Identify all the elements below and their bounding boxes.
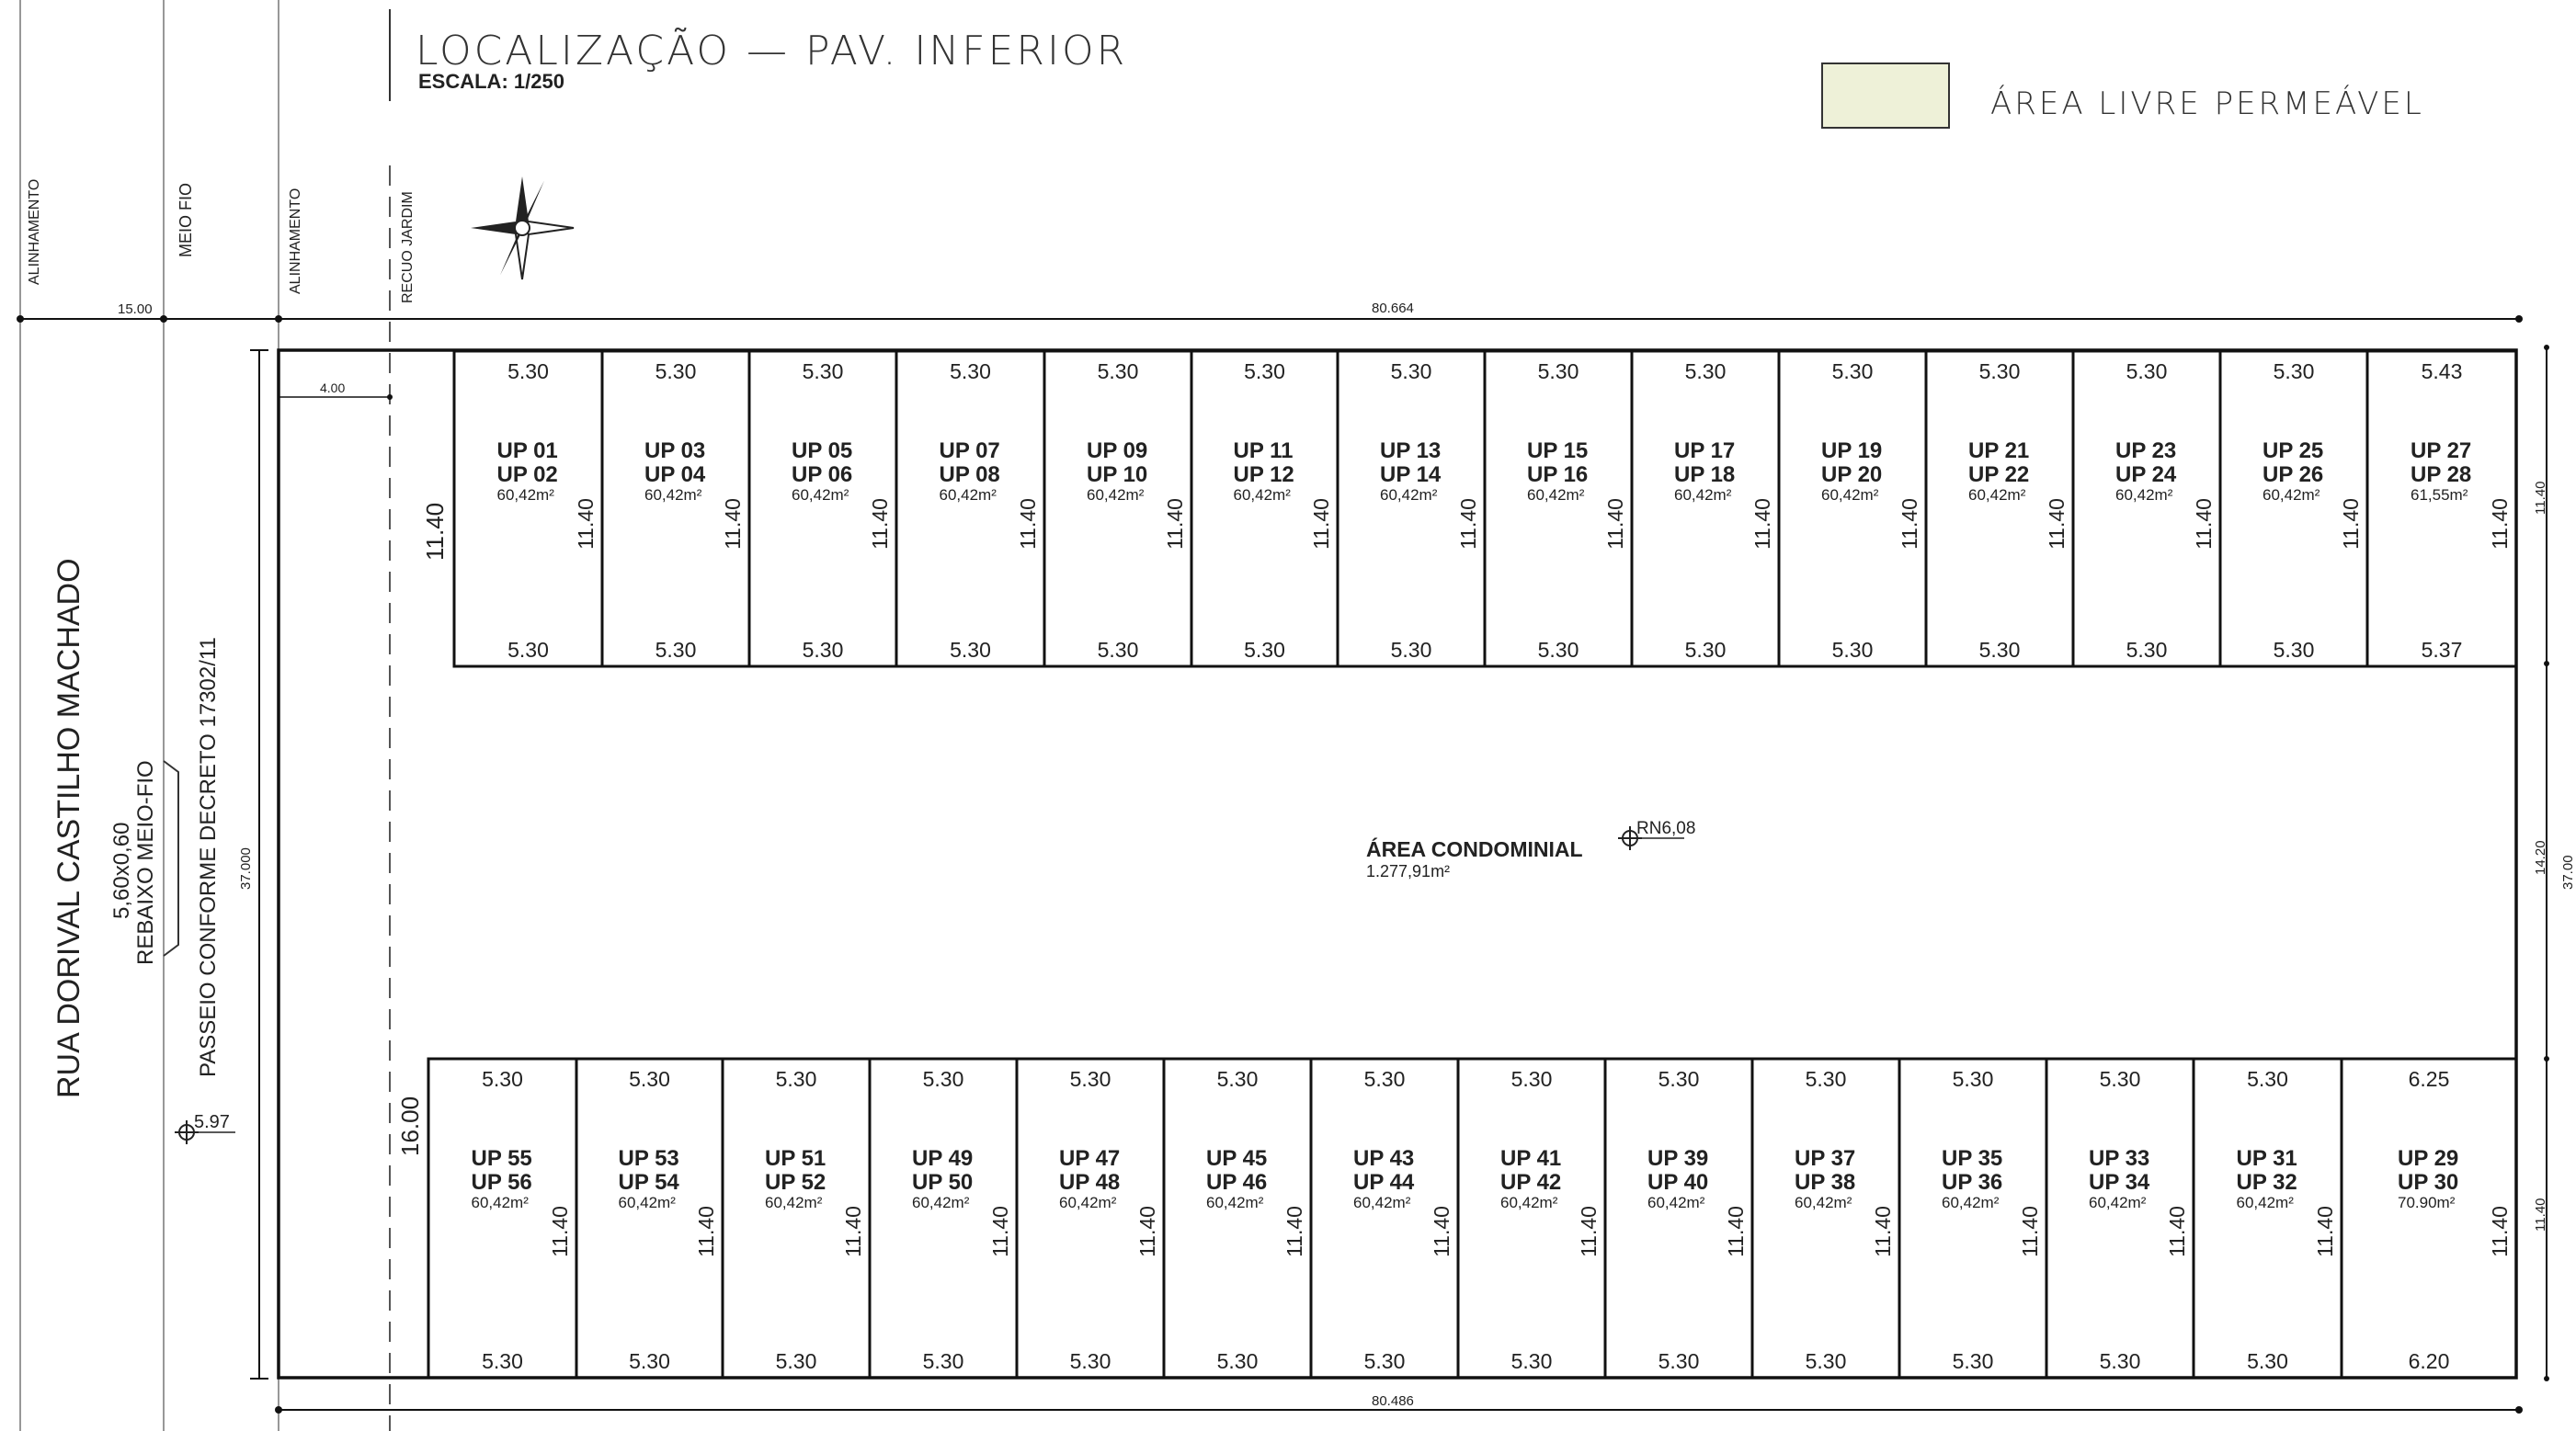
unit-label-a: UP 55 <box>471 1146 532 1171</box>
unit-label-a: UP 51 <box>765 1146 826 1171</box>
unit-depth: 11.40 <box>2488 498 2512 550</box>
top-unit-11 <box>1926 351 2073 666</box>
top-row-depth-dim: 11.40 <box>421 502 449 561</box>
right-bottom-segment-dim: 11.40 <box>2533 1198 2548 1232</box>
unit-label-a: UP 21 <box>1968 438 2030 463</box>
unit-area: 60,42m² <box>1674 486 1732 504</box>
unit-width-bottom: 5.30 <box>1537 638 1579 662</box>
unit-area: 60,42m² <box>618 1194 676 1211</box>
bottom-unit-5 <box>1017 1059 1164 1378</box>
unit-area: 60,42m² <box>1087 486 1145 504</box>
unit-label-b: UP 22 <box>1968 462 2030 487</box>
unit-label-a: UP 13 <box>1380 438 1442 463</box>
unit-width-bottom: 5.30 <box>629 1349 670 1373</box>
unit-depth: 11.40 <box>1724 1206 1748 1257</box>
unit-width-bottom: 6.20 <box>2408 1349 2450 1373</box>
top-total-dim: 80.664 <box>1372 301 1414 316</box>
unit-label-b: UP 52 <box>765 1170 826 1195</box>
unit-depth: 11.40 <box>2313 1206 2337 1257</box>
unit-depth: 11.40 <box>1016 498 1040 550</box>
unit-label-b: UP 14 <box>1380 462 1442 487</box>
unit-width-top: 5.30 <box>1363 1067 1406 1091</box>
unit-area: 60,42m² <box>1380 486 1438 504</box>
unit-label-a: UP 31 <box>2236 1146 2297 1171</box>
unit-label-a: UP 53 <box>618 1146 679 1171</box>
unit-label-b: UP 32 <box>2236 1170 2297 1195</box>
unit-label-a: UP 43 <box>1353 1146 1415 1171</box>
unit-label-b: UP 44 <box>1353 1170 1415 1195</box>
unit-width-bottom: 5.37 <box>2421 638 2463 662</box>
unit-depth: 11.40 <box>2165 1206 2189 1257</box>
unit-depth: 11.40 <box>1309 498 1333 550</box>
unit-label-b: UP 42 <box>1500 1170 1562 1195</box>
unit-label-b: UP 28 <box>2411 462 2472 487</box>
unit-label-a: UP 07 <box>939 438 1000 463</box>
unit-area: 60,42m² <box>2115 486 2173 504</box>
unit-label-a: UP 39 <box>1647 1146 1709 1171</box>
bottom-unit-13 <box>2194 1059 2342 1378</box>
unit-width-bottom: 5.30 <box>1069 1349 1111 1373</box>
unit-label-a: UP 35 <box>1942 1146 2003 1171</box>
top-unit-5 <box>1044 351 1191 666</box>
unit-width-bottom: 5.30 <box>655 638 697 662</box>
unit-label-b: UP 36 <box>1942 1170 2003 1195</box>
unit-width-top: 5.30 <box>950 359 991 383</box>
unit-label-a: UP 03 <box>644 438 706 463</box>
top-unit-6 <box>1191 351 1338 666</box>
unit-width-top: 6.25 <box>2408 1067 2450 1091</box>
unit-depth: 11.40 <box>1750 498 1774 550</box>
unit-depth: 11.40 <box>1577 1206 1601 1257</box>
unit-width-bottom: 5.30 <box>950 638 991 662</box>
unit-depth: 11.40 <box>841 1206 865 1257</box>
unit-label-b: UP 54 <box>618 1170 679 1195</box>
bottom-unit-7 <box>1311 1059 1458 1378</box>
unit-depth: 11.40 <box>1282 1206 1306 1257</box>
left-depth-dim: 37.000 <box>238 847 254 890</box>
unit-label-b: UP 20 <box>1821 462 1883 487</box>
unit-width-top: 5.30 <box>482 1067 523 1091</box>
ref-label-alinhamento-1: ALINHAMENTO <box>27 178 42 285</box>
unit-width-top: 5.30 <box>1510 1067 1553 1091</box>
unit-label-b: UP 06 <box>792 462 853 487</box>
unit-area: 60,42m² <box>1233 486 1291 504</box>
unit-label-b: UP 46 <box>1206 1170 1268 1195</box>
drawing-title: LOCALIZAÇÃO — PAV. INFERIOR <box>416 28 1128 74</box>
unit-width-bottom: 5.30 <box>1658 1349 1700 1373</box>
bottom-unit-6 <box>1164 1059 1311 1378</box>
bottom-unit-3 <box>723 1059 870 1378</box>
unit-label-b: UP 40 <box>1647 1170 1709 1195</box>
unit-area: 60,42m² <box>939 486 997 504</box>
unit-label-a: UP 45 <box>1206 1146 1268 1171</box>
unit-label-b: UP 10 <box>1087 462 1148 487</box>
unit-width-top: 5.30 <box>1831 359 1874 383</box>
top-unit-14 <box>2367 351 2516 666</box>
drawing-scale: ESCALA: 1/250 <box>418 70 564 93</box>
unit-area: 60,42m² <box>1942 1194 2000 1211</box>
unit-area: 60,42m² <box>1821 486 1879 504</box>
unit-area: 60,42m² <box>471 1194 529 1211</box>
unit-depth: 11.40 <box>988 1206 1012 1257</box>
unit-label-b: UP 48 <box>1059 1170 1121 1195</box>
unit-depth: 11.40 <box>1430 1206 1453 1257</box>
unit-area: 60,42m² <box>644 486 702 504</box>
unit-width-top: 5.30 <box>922 1067 964 1091</box>
unit-width-bottom: 5.30 <box>1390 638 1432 662</box>
unit-width-bottom: 5.30 <box>775 1349 817 1373</box>
common-area-label: ÁREA CONDOMINIAL <box>1366 837 1583 861</box>
top-unit-12 <box>2073 351 2220 666</box>
unit-width-bottom: 5.30 <box>2126 638 2168 662</box>
unit-label-b: UP 34 <box>2089 1170 2150 1195</box>
unit-label-a: UP 17 <box>1674 438 1736 463</box>
unit-depth: 11.40 <box>1898 498 1921 550</box>
unit-width-bottom: 5.30 <box>1244 638 1285 662</box>
unit-width-bottom: 5.30 <box>1363 1349 1406 1373</box>
unit-label-a: UP 23 <box>2115 438 2177 463</box>
top-unit-4 <box>896 351 1044 666</box>
unit-width-top: 5.30 <box>1658 1067 1700 1091</box>
bottom-unit-row <box>428 1059 2516 1378</box>
unit-label-a: UP 25 <box>2263 438 2324 463</box>
unit-label-b: UP 24 <box>2115 462 2177 487</box>
bottom-unit-2 <box>576 1059 723 1378</box>
unit-depth: 11.40 <box>574 498 598 550</box>
unit-label-a: UP 41 <box>1500 1146 1562 1171</box>
unit-width-top: 5.30 <box>1390 359 1432 383</box>
curb-cut-label: REBAIXO MEIO-FIO <box>133 760 158 965</box>
unit-label-b: UP 50 <box>912 1170 974 1195</box>
unit-width-bottom: 5.30 <box>922 1349 964 1373</box>
unit-width-top: 5.43 <box>2421 359 2463 383</box>
unit-label-b: UP 30 <box>2398 1170 2459 1195</box>
unit-depth: 11.40 <box>868 498 892 550</box>
unit-width-bottom: 5.30 <box>2247 1349 2288 1373</box>
unit-label-a: UP 11 <box>1233 438 1294 463</box>
unit-area: 60,42m² <box>1968 486 2026 504</box>
street-name: RUA DORIVAL CASTILHO MACHADO <box>51 558 86 1098</box>
unit-area: 70.90m² <box>2398 1194 2456 1211</box>
unit-label-b: UP 08 <box>939 462 1000 487</box>
unit-depth: 11.40 <box>2339 498 2363 550</box>
curb-cut-size: 5,60x0,60 <box>109 822 134 919</box>
top-unit-7 <box>1338 351 1485 666</box>
unit-area: 60,42m² <box>496 486 554 504</box>
unit-depth: 11.40 <box>2488 1206 2512 1257</box>
bottom-unit-12 <box>2046 1059 2194 1378</box>
unit-width-bottom: 5.30 <box>1978 638 2021 662</box>
unit-area: 60,42m² <box>1647 1194 1705 1211</box>
unit-area: 60,42m² <box>1206 1194 1264 1211</box>
bottom-unit-8 <box>1458 1059 1605 1378</box>
unit-depth: 11.40 <box>548 1206 572 1257</box>
unit-label-b: UP 12 <box>1233 462 1294 487</box>
unit-width-top: 5.30 <box>1684 359 1727 383</box>
unit-label-a: UP 37 <box>1795 1146 1856 1171</box>
top-unit-8 <box>1485 351 1632 666</box>
unit-label-a: UP 49 <box>912 1146 974 1171</box>
bottom-unit-11 <box>1899 1059 2046 1378</box>
unit-label-b: UP 56 <box>471 1170 532 1195</box>
unit-depth: 11.40 <box>694 1206 718 1257</box>
bottom-row-depth-dim: 16.00 <box>396 1096 424 1156</box>
unit-depth: 11.40 <box>1135 1206 1159 1257</box>
unit-label-a: UP 01 <box>496 438 558 463</box>
unit-width-top: 5.30 <box>2126 359 2168 383</box>
unit-width-bottom: 5.30 <box>1805 1349 1847 1373</box>
unit-width-bottom: 5.30 <box>802 638 844 662</box>
unit-width-top: 5.30 <box>2099 1067 2141 1091</box>
unit-width-bottom: 5.30 <box>1097 638 1139 662</box>
unit-label-b: UP 16 <box>1527 462 1589 487</box>
unit-width-bottom: 5.30 <box>2099 1349 2141 1373</box>
unit-area: 60,42m² <box>765 1194 823 1211</box>
bottom-unit-4 <box>870 1059 1017 1378</box>
unit-depth: 11.40 <box>2018 1206 2042 1257</box>
top-unit-9 <box>1632 351 1779 666</box>
unit-depth: 11.40 <box>1456 498 1480 550</box>
unit-label-a: UP 09 <box>1087 438 1148 463</box>
unit-label-a: UP 05 <box>792 438 853 463</box>
unit-area: 60,42m² <box>792 486 849 504</box>
unit-label-b: UP 18 <box>1674 462 1736 487</box>
unit-depth: 11.40 <box>1871 1206 1895 1257</box>
unit-label-a: UP 33 <box>2089 1146 2150 1171</box>
unit-label-a: UP 15 <box>1527 438 1589 463</box>
unit-width-top: 5.30 <box>1805 1067 1847 1091</box>
unit-depth: 11.40 <box>721 498 745 550</box>
unit-width-top: 5.30 <box>1978 359 2021 383</box>
sidewalk-note: PASSEIO CONFORME DECRETO 17302/11 <box>196 637 221 1077</box>
unit-width-top: 5.30 <box>1069 1067 1111 1091</box>
unit-width-top: 5.30 <box>775 1067 817 1091</box>
unit-width-top: 5.30 <box>1244 359 1285 383</box>
unit-width-bottom: 5.30 <box>1684 638 1727 662</box>
street-width-dim: 15.00 <box>118 301 153 317</box>
unit-label-b: UP 04 <box>644 462 706 487</box>
ref-label-recuo-jardim: RECUO JARDIM <box>400 191 416 303</box>
unit-area: 60,42m² <box>1527 486 1585 504</box>
ref-label-alinhamento-2: ALINHAMENTO <box>288 187 303 294</box>
right-top-segment-dim: 11.40 <box>2533 481 2548 515</box>
bottom-unit-14 <box>2342 1059 2516 1378</box>
unit-label-b: UP 02 <box>496 462 558 487</box>
bottom-unit-1 <box>428 1059 576 1378</box>
unit-width-top: 5.30 <box>1216 1067 1259 1091</box>
common-area-size: 1.277,91m² <box>1366 862 1451 880</box>
top-unit-13 <box>2220 351 2367 666</box>
rn-level-value: RN6,08 <box>1636 819 1696 838</box>
unit-label-a: UP 19 <box>1821 438 1883 463</box>
unit-area: 60,42m² <box>1500 1194 1558 1211</box>
right-mid-segment-dim: 14.20 <box>2533 840 2548 875</box>
unit-label-a: UP 47 <box>1059 1146 1121 1171</box>
unit-width-top: 5.30 <box>629 1067 670 1091</box>
unit-width-top: 5.30 <box>2247 1067 2288 1091</box>
unit-width-bottom: 5.30 <box>507 638 549 662</box>
unit-width-top: 5.30 <box>655 359 697 383</box>
unit-label-a: UP 27 <box>2411 438 2472 463</box>
unit-width-top: 5.30 <box>2273 359 2315 383</box>
unit-width-bottom: 5.30 <box>1831 638 1874 662</box>
unit-depth: 11.40 <box>2045 498 2069 550</box>
bottom-unit-10 <box>1752 1059 1899 1378</box>
unit-width-top: 5.30 <box>802 359 844 383</box>
top-unit-10 <box>1779 351 1926 666</box>
unit-area: 60,42m² <box>2263 486 2320 504</box>
unit-area: 60,42m² <box>2236 1194 2294 1211</box>
unit-depth: 11.40 <box>1163 498 1187 550</box>
legend-label: ÁREA LIVRE PERMEÁVEL <box>1990 85 2424 122</box>
unit-width-top: 5.30 <box>507 359 549 383</box>
top-unit-row <box>454 351 2516 666</box>
unit-width-bottom: 5.30 <box>2273 638 2315 662</box>
unit-width-bottom: 5.30 <box>1510 1349 1553 1373</box>
permeable-area-swatch <box>1822 63 1949 128</box>
street-level-value: 5.97 <box>194 1112 230 1132</box>
compass-rose-icon <box>471 176 574 279</box>
unit-area: 60,42m² <box>1353 1194 1411 1211</box>
top-unit-3 <box>749 351 896 666</box>
bottom-total-dim: 80.486 <box>1372 1393 1414 1409</box>
unit-width-top: 5.30 <box>1537 359 1579 383</box>
unit-area: 61,55m² <box>2411 486 2468 504</box>
unit-label-b: UP 26 <box>2263 462 2324 487</box>
unit-depth: 11.40 <box>1603 498 1627 550</box>
unit-width-bottom: 5.30 <box>1216 1349 1259 1373</box>
unit-label-a: UP 29 <box>2398 1146 2459 1171</box>
bottom-unit-9 <box>1605 1059 1752 1378</box>
unit-area: 60,42m² <box>1059 1194 1117 1211</box>
unit-depth: 11.40 <box>2192 498 2216 550</box>
unit-width-bottom: 5.30 <box>482 1349 523 1373</box>
unit-area: 60,42m² <box>2089 1194 2147 1211</box>
unit-area: 60,42m² <box>912 1194 970 1211</box>
setback-dim: 4.00 <box>320 380 346 395</box>
top-unit-2 <box>602 351 749 666</box>
unit-area: 60,42m² <box>1795 1194 1852 1211</box>
unit-label-b: UP 38 <box>1795 1170 1856 1195</box>
ref-label-meio-fio: MEIO FIO <box>177 183 195 257</box>
unit-width-top: 5.30 <box>1097 359 1139 383</box>
unit-width-top: 5.30 <box>1952 1067 1994 1091</box>
unit-width-bottom: 5.30 <box>1952 1349 1994 1373</box>
top-unit-1 <box>454 351 602 666</box>
right-depth-dim: 37.00 <box>2560 855 2576 890</box>
curb-cut-bracket <box>164 761 178 956</box>
